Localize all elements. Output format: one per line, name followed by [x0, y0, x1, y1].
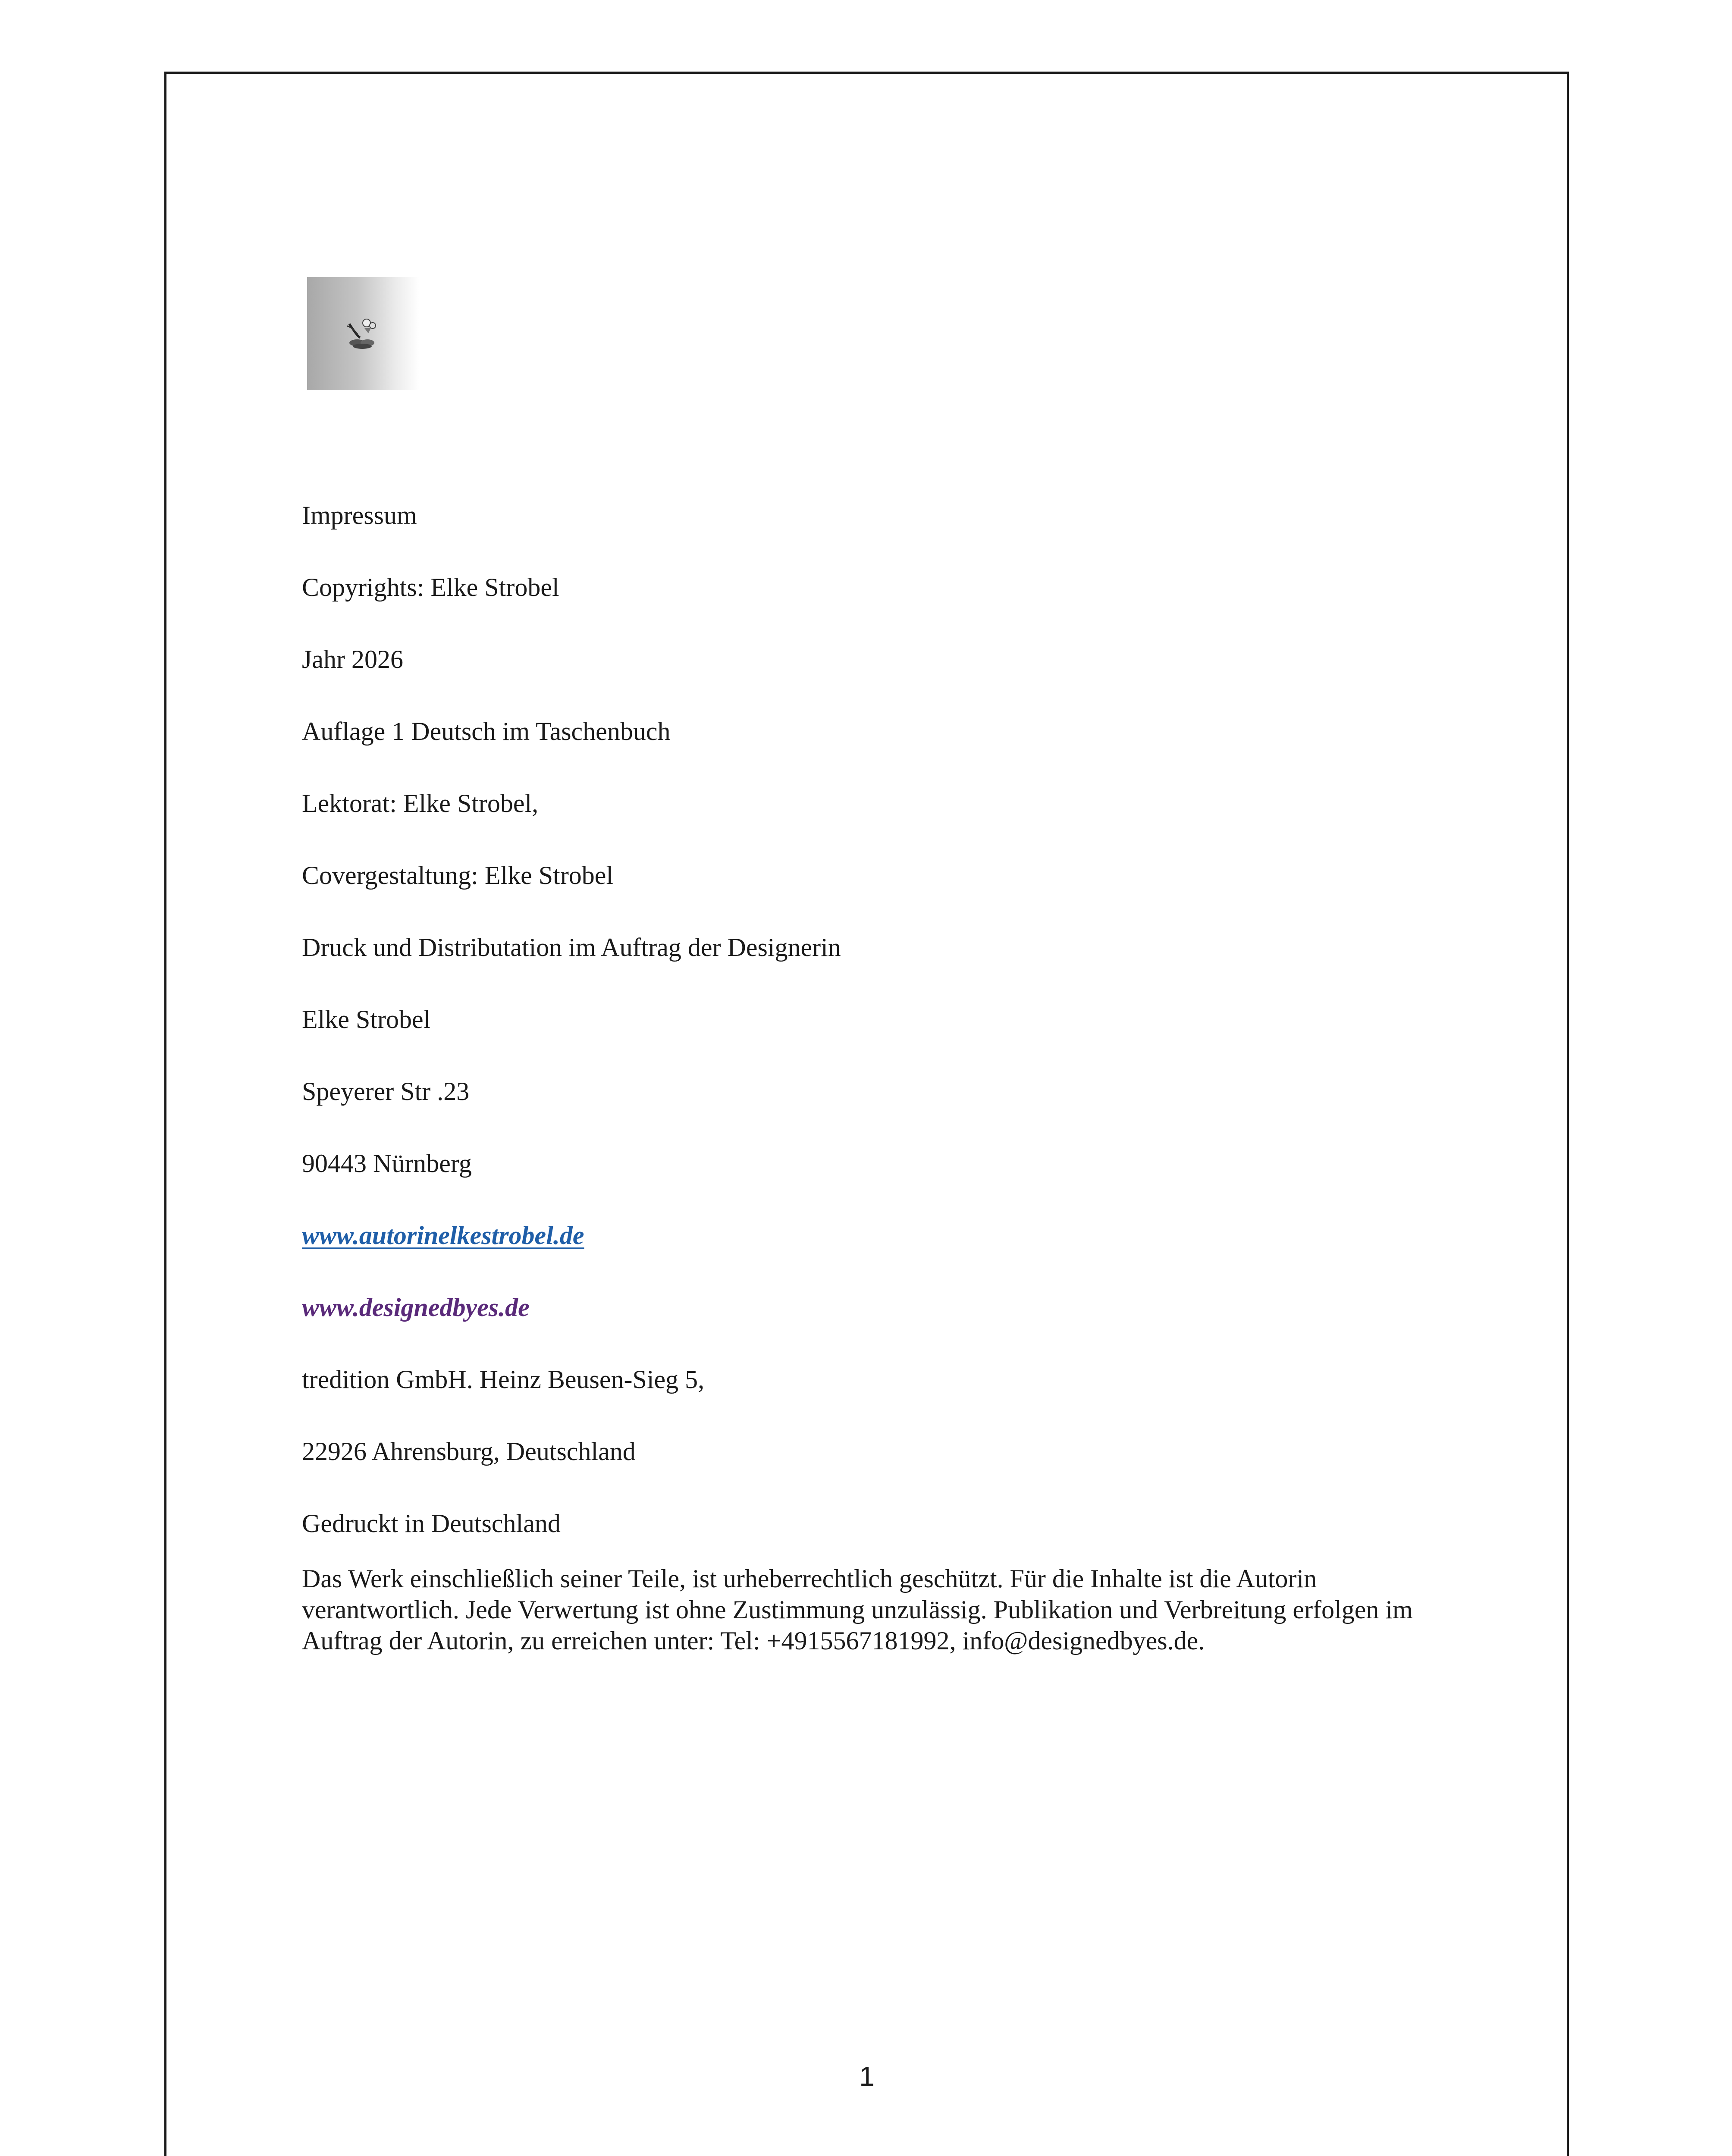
edition-line: Auflage 1 Deutsch im Taschenbuch — [302, 717, 671, 746]
design-website-link[interactable]: www.designedbyes.de — [302, 1293, 530, 1322]
printed-in-line: Gedruckt in Deutschland — [302, 1509, 561, 1538]
year-line: Jahr 2026 — [302, 645, 403, 674]
page-number: 1 — [859, 2061, 875, 2092]
logo-icon — [307, 277, 419, 390]
publisher-city-line: 22926 Ahrensburg, Deutschland — [302, 1437, 636, 1466]
author-website-line — [302, 1216, 1402, 1255]
street-line: Speyerer Str .23 — [302, 1077, 470, 1106]
author-name-line: Elke Strobel — [302, 1005, 431, 1034]
copyright-line: Copyrights: Elke Strobel — [302, 573, 559, 602]
distribution-line: Druck und Distributation im Auftrag der Designerin — [302, 933, 841, 962]
publisher-address-line: tredition GmbH. Heinz Beusen-Sieg 5, — [302, 1365, 705, 1394]
impressum-content — [302, 496, 1413, 1689]
editing-line: Lektorat: Elke Strobel, — [302, 789, 539, 818]
cover-design-line: Covergestaltung: Elke Strobel — [302, 861, 614, 890]
design-website-line — [302, 1288, 1402, 1327]
legal-notice: Das Werk einschließlich seiner Teile, ist urheberrechtlich geschützt. Für die Inhalte ist die Autorin verantwortlich. Jede Verwertung ist ohne Zustimmung unzulässig. Publikation und Verbreitung erfolgen im Auftrag der Autorin, zu erreichen unter: Tel: +4915567181992, info@designedbyes.de. — [302, 1564, 1413, 1655]
logo-emblem-icon — [341, 311, 384, 354]
author-website-link[interactable]: www.autorinelkestrobel.de — [302, 1221, 584, 1250]
city-line: 90443 Nürnberg — [302, 1149, 472, 1178]
impressum-heading: Impressum — [302, 501, 417, 530]
